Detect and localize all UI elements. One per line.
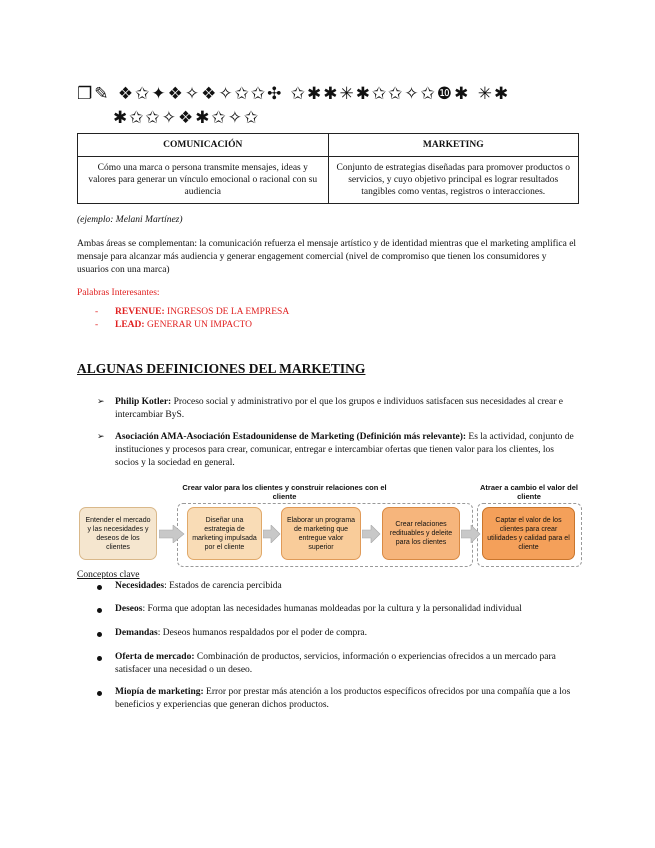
interesting-def: GENERAR UN IMPACTO <box>146 320 252 330</box>
diagram-header-left: Crear valor para los clientes y construir relaciones con el cliente <box>182 483 387 501</box>
table-header-comunicacion: COMUNICACIÓN <box>78 134 329 157</box>
concept-necesidades <box>115 580 580 593</box>
arrow-right-icon <box>263 525 281 543</box>
concept-text: Error por prestar más atención a los productos específicos ofrecidos por una compañía que a los beneficios y experiencias que generan dichos productos. <box>115 687 571 710</box>
bullet-icon <box>97 656 102 661</box>
arrow-right-icon <box>461 525 481 543</box>
diagram-step-2: Diseñar una estrategia de marketing impulsada por el cliente <box>187 507 262 560</box>
dash-icon: - <box>95 307 99 317</box>
example-note: (ejemplo: Melani Martínez) <box>77 215 183 225</box>
concept-term: Oferta de mercado: <box>115 652 195 662</box>
bullet-icon <box>97 632 102 637</box>
concepts-heading: Conceptos clave <box>77 570 140 580</box>
concept-oferta <box>115 651 580 677</box>
diagram-step-4: Crear relaciones redituables y deleite para los clientes <box>382 507 460 560</box>
concept-miopia <box>115 686 580 712</box>
definition-text: Es la actividad, conjunto de instituciones y procesos para crear, comunicar, entregar e intercambiar ofertas que tienen valor para los clientes, los socios y la sociedad en general. <box>115 432 574 468</box>
concept-deseos <box>115 603 580 616</box>
complement-paragraph: Ambas áreas se complementan: la comunicación refuerza el mensaje artístico y de identidad mientras que el marketing amplifica el mensaje para alcanzar más audiencia y generar engagement comercial (nivel de compromiso que tienen los consumidores y usuarios con una marca) <box>77 239 577 275</box>
concept-demandas <box>115 627 580 640</box>
definition-text: Proceso social y administrativo por el que los grupos e individuos satisfacen sus necesidades al crear e intercambiar ByS. <box>115 397 563 420</box>
table-cell-marketing: Conjunto de estrategias diseñadas para promover productos o servicios, y cuyo objetivo principal es lograr resultados tangibles como ventas, registros o interacciones. <box>328 157 579 204</box>
dash-icon: - <box>95 320 99 330</box>
concept-term: Deseos <box>115 604 143 614</box>
concept-term: Miopía de marketing: <box>115 687 204 697</box>
concept-text: Combinación de productos, servicios, información o experiencias ofrecidos a un mercado para satisfacer una necesidad o un deseo. <box>115 652 556 675</box>
page-title-line-1: ❐✎ ❖✩✦❖✧❖✧✩✩✣ ✩✱✱✳✱✩✩✧✩❿✱ ✳✱ <box>77 84 511 104</box>
diagram-step-5: Captar el valor de los clientes para crear utilidades y calidad para el cliente <box>482 507 575 560</box>
arrow-right-icon <box>159 525 185 543</box>
page-title-line-2: ✱✩✩✧❖✱✩✧✩ <box>113 108 261 128</box>
table-header-row <box>78 134 579 157</box>
bullet-icon <box>97 585 102 590</box>
definition-term: Philip Kotler: <box>115 397 172 407</box>
bullet-icon <box>97 691 102 696</box>
interesting-def: INGRESOS DE LA EMPRESA <box>167 307 290 317</box>
interesting-term: REVENUE: <box>115 307 165 317</box>
arrow-bullet-icon: ➢ <box>97 397 105 407</box>
table-header-marketing: MARKETING <box>328 134 579 157</box>
definition-term: Asociación AMA-Asociación Estadounidense de Marketing (Definición más relevante): <box>115 432 467 442</box>
diagram-header-right: Atraer a cambio el valor del cliente <box>480 483 578 501</box>
comparison-table <box>77 133 579 204</box>
concept-text: : Deseos humanos respaldados por el poder de compra. <box>157 628 367 638</box>
table-row <box>78 157 579 204</box>
interesting-words-label: Palabras Interesantes: <box>77 288 160 298</box>
concept-term: Necesidades <box>115 581 165 591</box>
definition-ama <box>115 431 580 470</box>
diagram-step-3: Elaborar un programa de marketing que entregue valor superior <box>281 507 361 560</box>
marketing-process-diagram <box>77 481 580 571</box>
table-cell-comunicacion: Cómo una marca o persona transmite mensajes, ideas y valores para generar un vínculo emocional o racional con su audiencia <box>78 157 329 204</box>
section-title: ALGUNAS DEFINICIONES DEL MARKETING <box>77 361 366 376</box>
arrow-right-icon <box>362 525 381 543</box>
bullet-icon <box>97 608 102 613</box>
interesting-term: LEAD: <box>115 320 145 330</box>
arrow-bullet-icon: ➢ <box>97 432 105 442</box>
diagram-step-1: Entender el mercado y las necesidades y deseos de los clientes <box>79 507 157 560</box>
concept-text: : Estados de carencia percibida <box>164 581 282 591</box>
concept-term: Demandas <box>115 628 158 638</box>
concept-text: : Forma que adoptan las necesidades humanas moldeadas por la cultura y la personalidad individual <box>142 604 522 614</box>
definition-kotler <box>115 396 580 422</box>
